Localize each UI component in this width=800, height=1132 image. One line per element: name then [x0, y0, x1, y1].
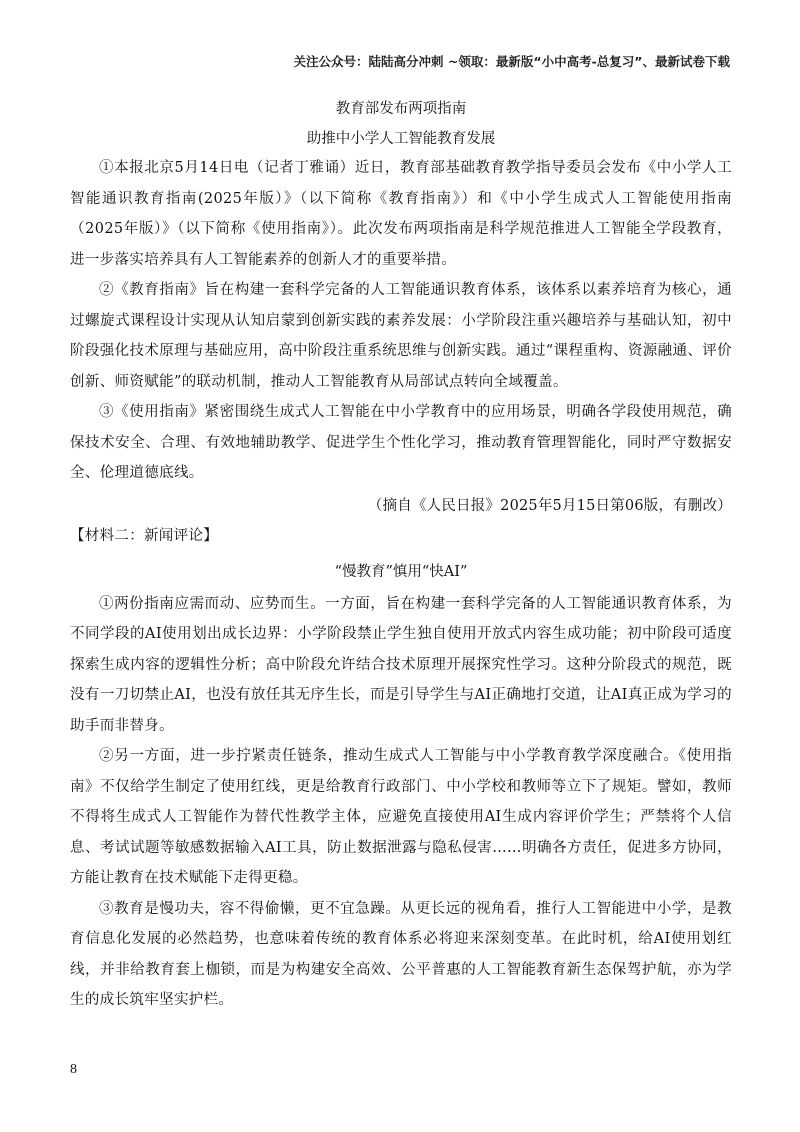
- article-1-paragraph-3: ③《使用指南》紧密围绕生成式人工智能在中小学教育中的应用场景，明确各学段使用规范，确保技术安全、合理、有效地辅助教学、促进学生个性化学习，推动教育管理智能化，同时严守数据安全、伦理道德底线。: [70, 404, 732, 481]
- article-2-title: “慢教育”慎用“快AI”: [334, 563, 468, 580]
- article-2-paragraph-2: ②另一方面，进一步拧紧责任链条，推动生成式人工智能与中小学教育教学深度融合。《使用指南》不仅给学生制定了使用红线，更是给教育行政部门、中小学校和教师等立下了规矩。譬如，教师不得将生成式人工智能作为替代性教学主体，应避免直接使用AI生成内容评价学生；严禁将个人信息、考试试题等敏感数据输入AI工具，防止数据泄露与隐私侵害……明确各方责任，促进多方协同，方能让教育在技术赋能下走得更稳。: [70, 748, 732, 886]
- article-1-title: 教育部发布两项指南: [335, 101, 467, 117]
- page-header-notice: 关注公众号：陆陆高分冲刺 ~领取：最新版“小中高考-总复习”、最新试卷下载: [293, 54, 730, 69]
- material-2-label: 【材料二：新闻评论】: [70, 527, 218, 544]
- article-2-paragraph-1: ①两份指南应需而动、应势而生。一方面，旨在构建一套科学完备的人工智能通识教育体系，为不同学段的AI使用划出成长边界：小学阶段禁止学生独自使用开放式内容生成功能；初中阶段可适度探索生成内容的逻辑性分析；高中阶段允许结合技术原理开展探究性学习。这种分阶段式的规范，既没有一刀切禁止AI，也没有放任其无序生长，而是引导学生与AI正确地打交道，让AI真正成为学习的助手而非替身。: [70, 595, 732, 734]
- article-1-subtitle: 助推中小学人工智能教育发展: [306, 131, 496, 147]
- article-1-paragraph-2: ②《教育指南》旨在构建一套科学完备的人工智能通识教育体系，该体系以素养培育为核心，通过螺旋式课程设计实现从认知启蒙到创新实践的素养发展：小学阶段注重兴趣培养与基础认知，初中阶段强化技术原理与基础应用，高中阶段注重系统思维与创新实践。通过“课程重构、资源融通、评价创新、师资赋能”的联动机制，推动人工智能教育从局部试点转向全域覆盖。: [70, 282, 732, 390]
- document-body: [70, 95, 732, 1016]
- article-1-source: （摘自《人民日报》2025年5月15日第06版，有删改）: [367, 497, 732, 514]
- page-number: 8: [70, 1062, 77, 1077]
- article-1-paragraph-1: ①本报北京5月14日电（记者丁雅诵）近日，教育部基础教育教学指导委员会发布《中小学人工智能通识教育指南(2025年版）》（以下简称《教育指南》）和《中小学生成式人工智能使用指南（2025年版）》（以下简称《使用指南》）。此次发布两项指南是科学规范推进人工智能全学段教育，进一步落实培养具有人工智能素养的创新人才的重要举措。: [70, 160, 732, 268]
- article-2-paragraph-3: ③教育是慢功夫，容不得偷懒，更不宜急躁。从更长远的视角看，推行人工智能进中小学，是教育信息化发展的必然趋势，也意味着传统的教育体系必将迎来深刻变革。在此时机，给AI使用划红线，并非给教育套上枷锁，而是为构建安全高效、公平普惠的人工智能教育新生态保驾护航，亦为学生的成长筑牢坚实护栏。: [70, 900, 732, 1008]
